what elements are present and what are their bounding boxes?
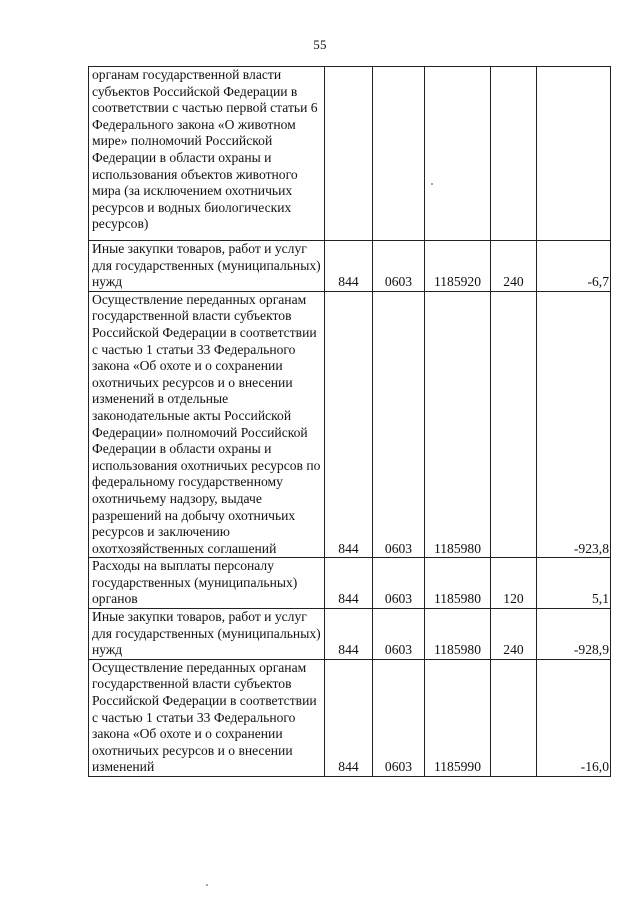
budget-table xyxy=(88,66,611,777)
row-description: Иные закупки товаров, работ и услуг для государственных (муниципальных) нужд xyxy=(89,609,325,660)
row-description: органам государственной власти субъектов Российской Федерации в соответствии с частью первой статьи 6 Федерального закона «О животном мире» полномочий Российской Федерации в области охраны и использования объектов животного мира (за исключением охотничьих ресурсов и водных биологических ресурсов) xyxy=(89,67,325,241)
ministry-code: 844 xyxy=(325,609,373,660)
table-row xyxy=(89,558,611,609)
expense-type-code xyxy=(491,67,537,241)
expense-type-code xyxy=(491,659,537,776)
target-article-code: 1185920 xyxy=(425,241,491,292)
ministry-code xyxy=(325,67,373,241)
section-code: 0603 xyxy=(373,659,425,776)
page-number: 55 xyxy=(313,37,327,52)
amount: -6,7 xyxy=(537,241,611,292)
table-row xyxy=(89,659,611,776)
row-description: Осуществление переданных органам государственной власти субъектов Российской Федерации в соответствии с частью 1 статьи 33 Федерального закона «Об охоте и о сохранении охотничьих ресурсов и о внесении изменений xyxy=(89,659,325,776)
scan-speck xyxy=(431,183,433,185)
amount: -923,8 xyxy=(537,291,611,558)
ministry-code: 844 xyxy=(325,291,373,558)
amount: 5,1 xyxy=(537,558,611,609)
section-code: 0603 xyxy=(373,558,425,609)
expense-type-code: 120 xyxy=(491,558,537,609)
expense-type-code: 240 xyxy=(491,241,537,292)
amount: -16,0 xyxy=(537,659,611,776)
target-article-code: 1185980 xyxy=(425,609,491,660)
table-row xyxy=(89,241,611,292)
amount: -928,9 xyxy=(537,609,611,660)
table-row xyxy=(89,67,611,241)
section-code: 0603 xyxy=(373,241,425,292)
row-description: Иные закупки товаров, работ и услуг для государственных (муниципальных) нужд xyxy=(89,241,325,292)
scan-speck xyxy=(206,884,208,886)
ministry-code: 844 xyxy=(325,659,373,776)
amount xyxy=(537,67,611,241)
ministry-code: 844 xyxy=(325,241,373,292)
target-article-code: 1185990 xyxy=(425,659,491,776)
table-row xyxy=(89,291,611,558)
ministry-code: 844 xyxy=(325,558,373,609)
target-article-code: 1185980 xyxy=(425,558,491,609)
expense-type-code xyxy=(491,291,537,558)
section-code: 0603 xyxy=(373,609,425,660)
table-row xyxy=(89,609,611,660)
target-article-code: 1185980 xyxy=(425,291,491,558)
expense-type-code: 240 xyxy=(491,609,537,660)
row-description: Расходы на выплаты персоналу государственных (муниципальных) органов xyxy=(89,558,325,609)
section-code xyxy=(373,67,425,241)
row-description: Осуществление переданных органам государственной власти субъектов Российской Федерации в соответствии с частью 1 статьи 33 Федерального закона «Об охоте и о сохранении охотничьих ресурсов и о внесении изменений в отдельные законодательные акты Российской Федерации» полномочий Российской Федерации в области охраны и использования охотничьих ресурсов по федеральному государственному охотничьему надзору, выдаче разрешений на добычу охотничьих ресурсов и заключению охотхозяйственных соглашений xyxy=(89,291,325,558)
target-article-code xyxy=(425,67,491,241)
section-code: 0603 xyxy=(373,291,425,558)
